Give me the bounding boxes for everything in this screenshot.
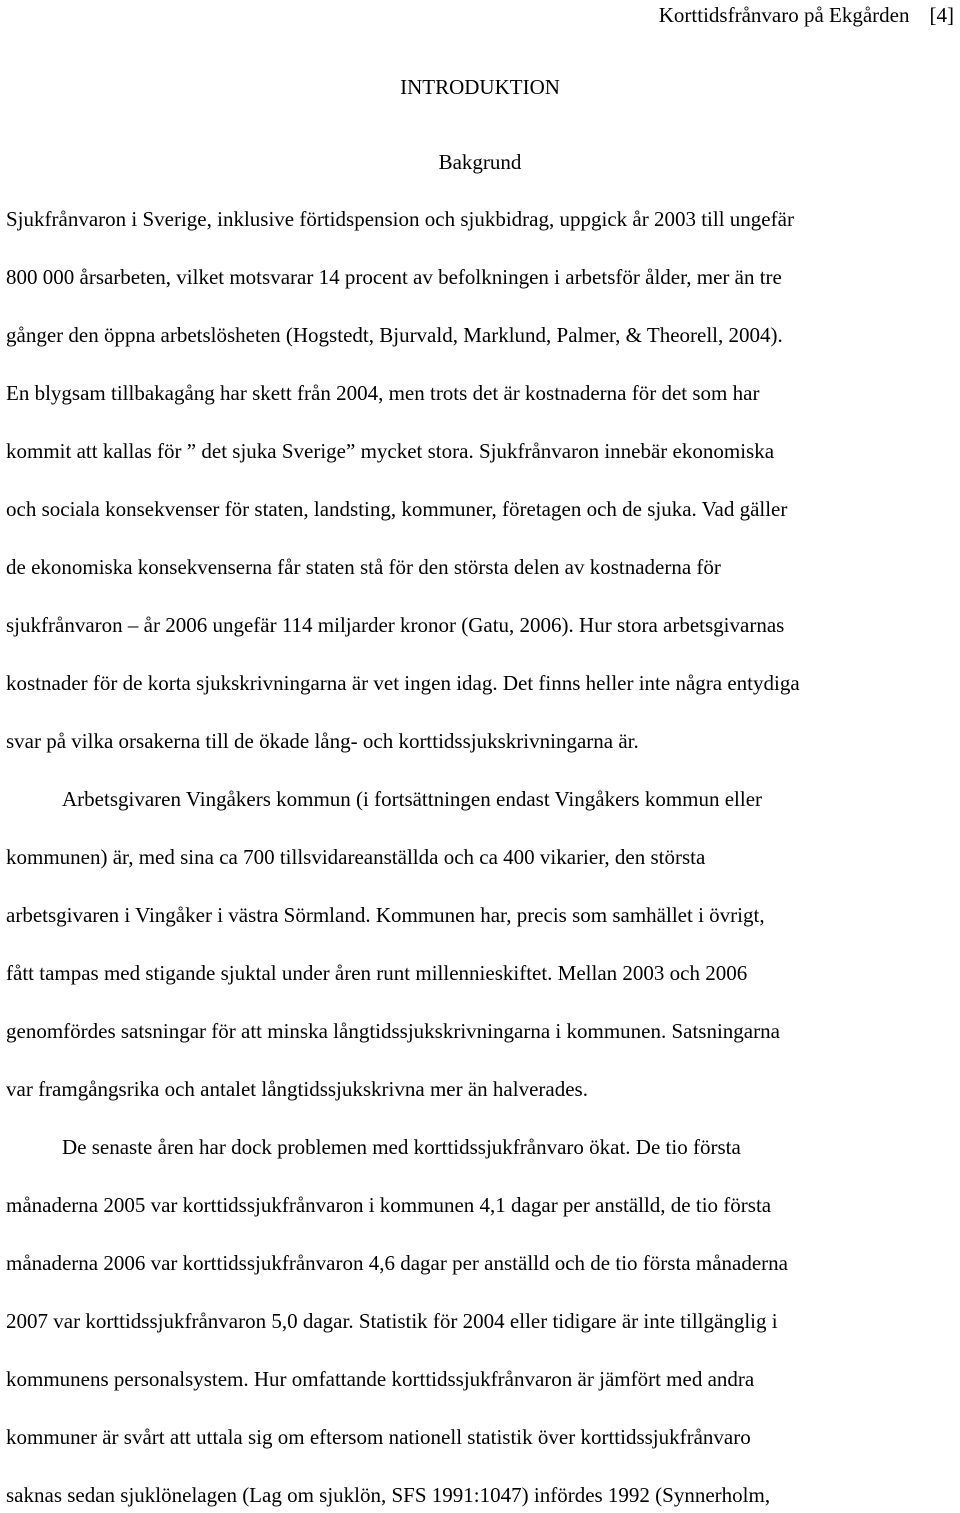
text-line: 800 000 årsarbeten, vilket motsvarar 14 procent av befolkningen i arbetsför ålder, mer än tre [6,265,782,289]
text-line: saknas sedan sjuklönelagen (Lag om sjuklön, SFS 1991:1047) infördes 1992 (Synnerholm, [6,1483,771,1507]
text-line: månaderna 2005 var korttidssjukfrånvaron i kommunen 4,1 dagar per anställd, de tio första [6,1193,772,1217]
text-line: och sociala konsekvenser för staten, landsting, kommuner, företagen och de sjuka. Vad gäller [6,497,788,521]
text-line: genomfördes satsningar för att minska långtidssjukskrivningarna i kommunen. Satsningarna [6,1019,780,1043]
text-line: de ekonomiska konsekvenserna får staten stå för den största delen av kostnaderna för [6,555,721,579]
text-line: kommunen) är, med sina ca 700 tillsvidareanställda och ca 400 vikarier, den största [6,845,706,869]
page-number: [4] [929,3,954,27]
text-line: månaderna 2006 var korttidssjukfrånvaron 4,6 dagar per anställd och de tio första månaderna [6,1251,788,1275]
text-line: kommuner är svårt att uttala sig om eftersom nationell statistik över korttidssjukfrånvaro [6,1425,751,1449]
text-line: De senaste åren har dock problemen med korttidssjukfrånvaro ökat. De tio första [62,1135,741,1159]
text-line: fått tampas med stigande sjuktal under åren runt millennieskiftet. Mellan 2003 och 2006 [6,961,748,985]
running-header [659,0,954,30]
text-line: sjukfrånvaron – år 2006 ungefär 114 miljarder kronor (Gatu, 2006). Hur stora arbetsgivarnas [6,613,785,637]
header-title: Korttidsfrånvaro på Ekgården [658,3,910,27]
text-line: kommunens personalsystem. Hur omfattande korttidssjukfrånvaron är jämfört med andra [6,1367,755,1391]
text-line: 2007 var korttidssjukfrånvaron 5,0 dagar. Statistik för 2004 eller tidigare är inte tillgänglig i [6,1309,778,1333]
text-line: svar på vilka orsakerna till de ökade lång- och korttidssjukskrivningarna är. [6,729,639,753]
text-line: var framgångsrika och antalet långtidssjukskrivna mer än halverades. [6,1077,588,1101]
text-line: kostnader för de korta sjukskrivningarna är vet ingen idag. Det finns heller inte några entydiga [6,671,800,695]
text-line: kommit att kallas för ” det sjuka Sverige” mycket stora. Sjukfrånvaron innebär ekonomiska [6,439,775,463]
text-line: gånger den öppna arbetslösheten (Hogstedt, Bjurvald, Marklund, Palmer, & Theorell, 2004). [6,323,783,347]
chapter-heading: INTRODUKTION [400,75,560,99]
section-heading: Bakgrund [438,150,522,174]
text-line: Sjukfrånvaron i Sverige, inklusive förtidspension och sjukbidrag, uppgick år 2003 till ungefär [6,207,794,231]
text-line: Arbetsgivaren Vingåkers kommun (i fortsättningen endast Vingåkers kommun eller [62,787,763,811]
text-line: En blygsam tillbakagång har skett från 2004, men trots det är kostnaderna för det som har [6,381,760,405]
text-line: arbetsgivaren i Vingåker i västra Sörmland. Kommunen har, precis som samhället i övrigt, [6,903,765,927]
